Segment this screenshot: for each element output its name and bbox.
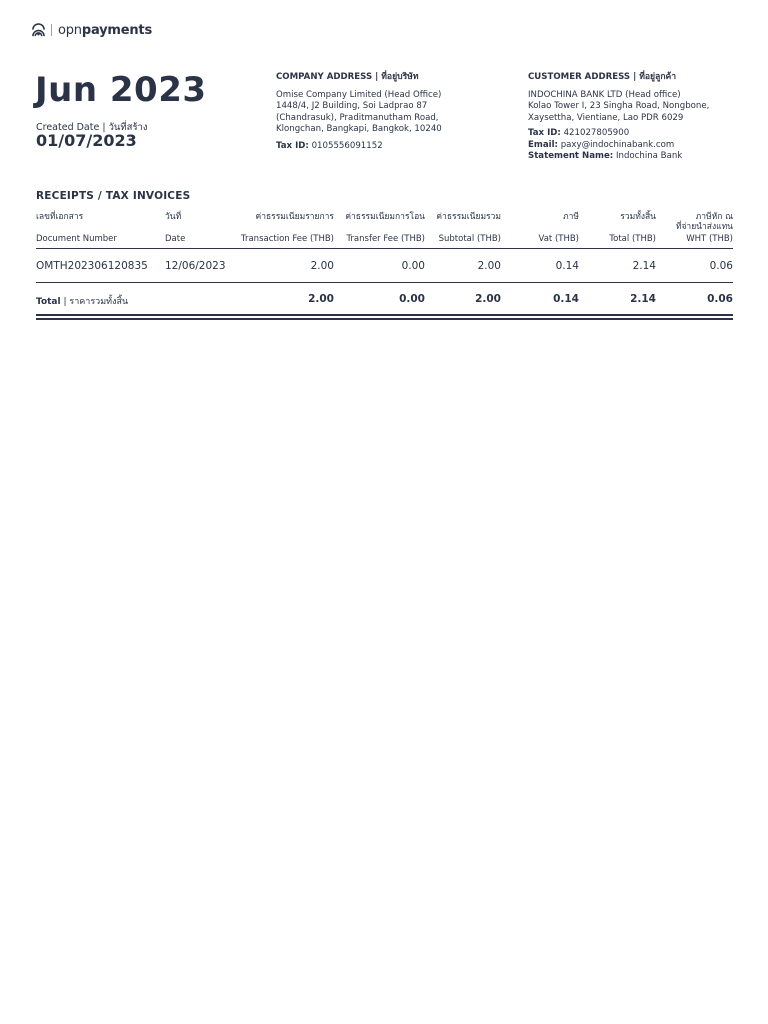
- col-thai-wht-line1: ภาษีหัก ณ: [695, 212, 733, 222]
- brand-name-bold: payments: [81, 22, 152, 38]
- col-transaction-fee: Transaction Fee (THB): [241, 234, 334, 244]
- company-address-line: Omise Company Limited (Head Office): [276, 89, 442, 100]
- customer-address-line: Xaysettha, Vientiane, Lao PDR 6029: [528, 112, 684, 123]
- customer-address-title: CUSTOMER ADDRESS | ที่อยู่ลูกค้า: [528, 72, 677, 82]
- company-address-title: COMPANY ADDRESS | ที่อยู่บริษัท: [276, 72, 419, 82]
- total-wht: 0.06: [707, 293, 733, 305]
- total-transfer-fee: 0.00: [399, 293, 425, 305]
- col-thai-date: วันที่: [165, 212, 182, 222]
- col-subtotal: Subtotal (THB): [438, 234, 501, 244]
- company-tax-id-label: Tax ID:: [276, 140, 309, 151]
- logo-divider: [51, 24, 52, 36]
- col-thai-transfer-fee: ค่าธรรมเนียมการโอน: [345, 212, 425, 222]
- customer-statement-name-label: Statement Name:: [528, 151, 614, 161]
- col-total: Total (THB): [609, 234, 656, 244]
- col-wht: WHT (THB): [686, 234, 733, 244]
- company-address-line: 1448/4, J2 Building, Soi Ladprao 87: [276, 101, 428, 111]
- row-document-number: OMTH202306120835: [36, 260, 148, 272]
- customer-email-value: paxy@indochinabank.com: [560, 139, 675, 150]
- row-date: 12/06/2023: [165, 260, 226, 272]
- total-vat: 0.14: [553, 293, 579, 305]
- customer-email-label: Email:: [528, 139, 558, 150]
- total-subtotal: 2.00: [475, 293, 501, 305]
- col-date: Date: [165, 234, 186, 244]
- created-date-value: 01/07/2023: [36, 131, 137, 150]
- company-address: [276, 72, 442, 152]
- total-label-en: Total: [36, 297, 61, 307]
- col-thai-wht: [676, 212, 733, 232]
- customer-address: [528, 72, 709, 163]
- row-divider: [36, 282, 733, 283]
- col-thai-wht-line2: ที่จ่ายนำส่งแทน: [675, 222, 733, 232]
- total-label-thai: | ราคารวมทั้งสิ้น: [63, 297, 129, 307]
- header-divider: [36, 248, 733, 249]
- customer-statement-name-value: Indochina Bank: [615, 151, 683, 161]
- row-vat: 0.14: [555, 260, 579, 272]
- row-total: 2.14: [632, 260, 656, 272]
- company-tax-id: [276, 141, 442, 153]
- customer-tax-id: [528, 128, 709, 140]
- col-transfer-fee: Transfer Fee (THB): [346, 234, 425, 244]
- total-total: 2.14: [630, 293, 656, 305]
- customer-tax-id-label: Tax ID:: [528, 128, 561, 138]
- customer-address-line: Kolao Tower I, 23 Singha Road, Nongbone,: [528, 101, 710, 111]
- brand-name: [58, 23, 152, 38]
- col-thai-subtotal: ค่าธรรมเนียมรวม: [436, 212, 501, 222]
- total-transaction-fee: 2.00: [308, 293, 334, 305]
- opn-logo-icon: [31, 23, 46, 38]
- col-vat: Vat (THB): [538, 234, 579, 244]
- created-date-label: Created Date | วันที่สร้าง: [36, 122, 148, 133]
- brand-name-light: opn: [58, 22, 82, 38]
- company-address-line: Klongchan, Bangkapi, Bangkok, 10240: [276, 124, 442, 134]
- col-document-number: Document Number: [36, 234, 117, 244]
- statement-period: Jun 2023: [35, 70, 207, 110]
- company-tax-id-value: 0105556091152: [311, 140, 383, 151]
- col-thai-total: รวมทั้งสิ้น: [620, 212, 656, 222]
- row-transaction-fee: 2.00: [310, 260, 334, 272]
- row-transfer-fee: 0.00: [401, 260, 425, 272]
- total-double-rule-top: [36, 314, 733, 316]
- total-double-rule-bottom: [36, 318, 733, 320]
- customer-statement-name: [528, 151, 709, 163]
- customer-tax-id-value: 421027805900: [563, 128, 630, 138]
- customer-email: [528, 140, 709, 152]
- col-thai-document-number: เลขที่เอกสาร: [36, 212, 84, 222]
- row-wht: 0.06: [709, 260, 733, 272]
- col-thai-transaction-fee: ค่าธรรมเนียมรายการ: [255, 212, 334, 222]
- opn-payments-logo: [31, 22, 152, 38]
- receipts-section-title: RECEIPTS / TAX INVOICES: [36, 190, 191, 202]
- row-subtotal: 2.00: [477, 260, 501, 272]
- company-address-line: (Chandrasuk), Praditmanutham Road,: [276, 112, 439, 123]
- col-thai-vat: ภาษี: [563, 212, 579, 222]
- total-label: [36, 294, 128, 308]
- customer-address-line: INDOCHINA BANK LTD (Head office): [528, 89, 681, 100]
